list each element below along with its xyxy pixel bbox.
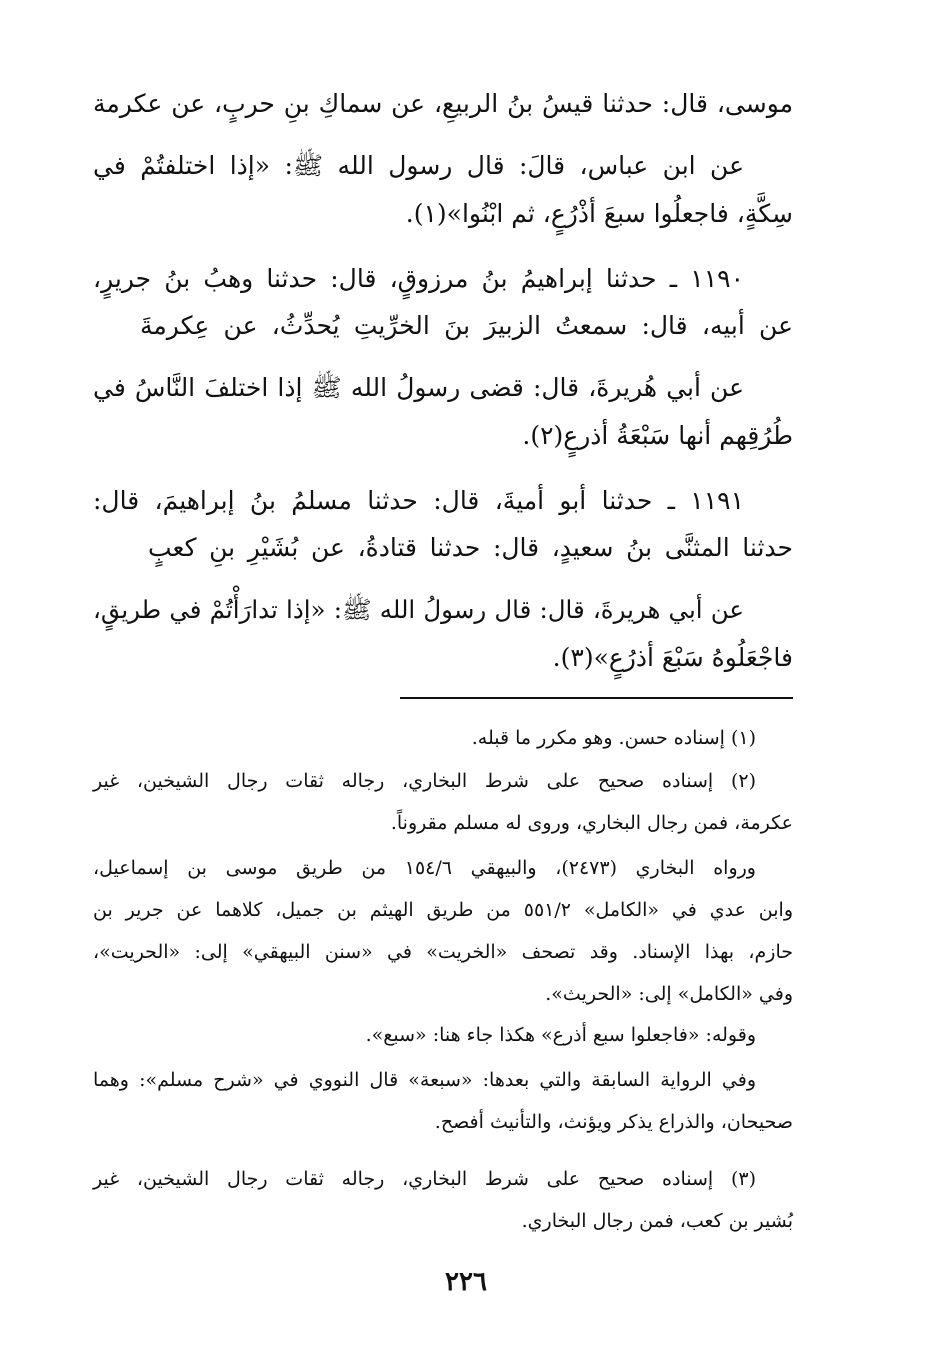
footnote-divider [400, 697, 793, 699]
footnote-2-line-4: وابن عدي في «الكامل» ٥٥١/٢ من طريق الهيثم بن جميل، كلاهما عن جرير بن [93, 899, 793, 921]
footnote-1: (١) إسناده حسن. وهو مكرر ما قبله. [471, 727, 756, 749]
footnote-3-line-2: بُشير بن كعب، فمن رجال البخاري. [521, 1210, 793, 1232]
footnote-2-line-5: حازم، بهذا الإسناد. وقد تصحف «الخريت» في «سنن البيهقي» إلى: «الحريت»، [93, 941, 793, 963]
main-line-8: ١١٩١ ـ حدثنا أبو أميةَ، قال: حدثنا مسلمُ بنُ إبراهيمَ، قال: [93, 486, 744, 515]
footnote-2-line-2: عكرمة، فمن رجال البخاري، وروى له مسلم مقروناً. [390, 812, 793, 834]
main-line-9: حدثنا المثنَّى بنُ سعيدٍ، قال: حدثنا قتادةُ، عن بُشَيْرِ بنِ كعبٍ [148, 533, 793, 562]
footnote-3-line-1: (٣) إسناده صحيح على شرط البخاري، رجاله ثقات رجال الشيخين، غير [93, 1168, 756, 1190]
main-line-2: عن ابن عباس، قالَ: قال رسول الله ﷺ: «إذا اختلفتُمْ في [93, 151, 744, 180]
main-line-4: ١١٩٠ ـ حدثنا إبراهيمُ بنُ مرزوقٍ، قال: حدثنا وهبُ بنُ جريرٍ، [93, 264, 744, 293]
main-line-7: طُرُقِهم أنها سَبْعَةُ أذرعٍ(٢). [522, 421, 793, 450]
main-line-10: عن أبي هريرةَ، قال: قال رسولُ الله ﷺ: «إذا تدارَأْتُمْ في طريقٍ، [93, 595, 744, 624]
main-line-1: موسى، قال: حدثنا قيسُ بنُ الربيعِ، عن سماكِ بنِ حربٍ، عن عكرمة [93, 89, 793, 118]
footnote-2-line-9: صحيحان، والذراع يذكر ويؤنث، والتأنيث أفصح. [434, 1111, 793, 1133]
main-line-5: عن أبيه، قال: سمعتُ الزبيرَ بنَ الخرِّيتِ يُحدِّثُ، عن عِكرمةَ [140, 311, 793, 340]
footnote-2-line-7: وقوله: «فاجعلوا سبع أذرع» هكذا جاء هنا: «سبع». [365, 1024, 756, 1046]
main-line-3: سِكَّةٍ، فاجعلُوا سبعَ أذْرُعٍ، ثم ابْنُوا»(١). [405, 199, 793, 228]
main-line-6: عن أبي هُريرةَ، قال: قضى رسولُ الله ﷺ إذا اختلفَ النَّاسُ في [93, 373, 744, 402]
page-number: ٢٢٦ [445, 1267, 487, 1297]
main-line-11: فاجْعَلُوهُ سَبْعَ أذرُعٍ»(٣). [552, 643, 793, 672]
footnote-2-line-8: وفي الرواية السابقة والتي بعدها: «سبعة» قال النووي في «شرح مسلم»: وهما [93, 1069, 756, 1091]
footnote-2-line-1: (٢) إسناده صحيح على شرط البخاري، رجاله ثقات رجال الشيخين، غير [93, 770, 756, 792]
footnote-2-line-3: ورواه البخاري (٢٤٧٣)، والبيهقي ١٥٤/٦ من طريق موسى بن إسماعيل، [93, 857, 756, 879]
footnote-2-line-6: وفي «الكامل» إلى: «الحريث». [545, 983, 793, 1005]
